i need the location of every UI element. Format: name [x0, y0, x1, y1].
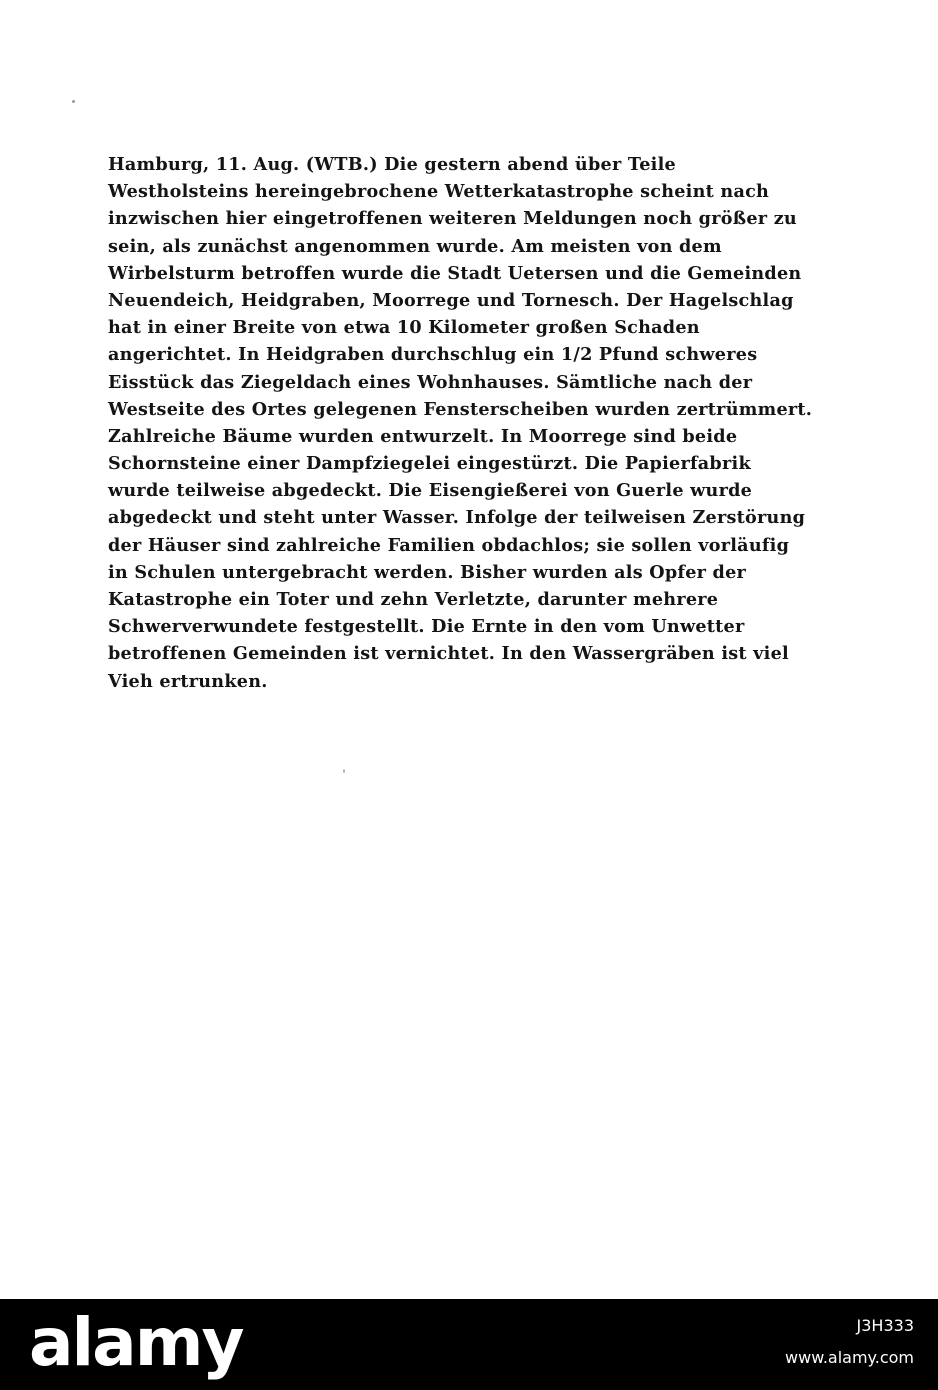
- site-url: www.alamy.com: [785, 1348, 914, 1367]
- article-line: Hamburg, 11. Aug. (WTB.) Die gestern abend über Teile: [108, 154, 676, 175]
- paper-speck: [72, 100, 75, 103]
- article-line: wurde teilweise abgedeckt. Die Eisengießerei von Guerle wurde: [108, 480, 753, 502]
- article-line: inzwischen hier eingetroffenen weiteren Meldungen noch größer zu: [108, 208, 797, 230]
- article-line: Vieh ertrunken.: [108, 670, 268, 692]
- article-line: in Schulen untergebracht werden. Bisher wurden als Opfer der: [108, 561, 747, 583]
- article-line: Wirbelsturm betroffen wurde die Stadt Uetersen und die Gemeinden: [108, 262, 802, 284]
- article-line: hat in einer Breite von etwa 10 Kilometer großen Schaden: [108, 317, 700, 339]
- article-line: betroffenen Gemeinden ist vernichtet. In den Wassergräben ist viel: [108, 643, 789, 665]
- news-article: [108, 151, 830, 695]
- article-line: sein, als zunächst angenommen wurde. Am meisten von dem: [108, 235, 722, 257]
- paper-speck: [343, 769, 345, 773]
- article-line: Eisstück das Ziegeldach eines Wohnhauses. Sämtliche nach der: [108, 371, 753, 393]
- article-line: Westholsteins hereingebrochene Wetterkatastrophe scheint nach: [108, 181, 770, 203]
- article-line: abgedeckt und steht unter Wasser. Infolge der teilweisen Zerstörung: [108, 507, 806, 529]
- article-line: der Häuser sind zahlreiche Familien obdachlos; sie sollen vorläufig: [108, 534, 790, 556]
- alamy-logo: alamy: [29, 1304, 243, 1381]
- article-line: Katastrophe ein Toter und zehn Verletzte, darunter mehrere: [108, 589, 719, 610]
- article-line: Schornsteine einer Dampfziegelei eingestürzt. Die Papierfabrik: [108, 453, 751, 475]
- article-line: angerichtet. In Heidgraben durchschlug ein 1/2 Pfund schweres: [108, 344, 758, 366]
- article-line: Schwerverwundete festgestellt. Die Ernte in den vom Unwetter: [108, 616, 745, 638]
- image-id: J3H333: [856, 1316, 914, 1335]
- article-line: Westseite des Ortes gelegenen Fensterscheiben wurden zertrümmert.: [108, 398, 813, 420]
- article-line: Zahlreiche Bäume wurden entwurzelt. In Moorrege sind beide: [108, 425, 738, 447]
- article-line: Neuendeich, Heidgraben, Moorrege und Tornesch. Der Hagelschlag: [108, 289, 794, 311]
